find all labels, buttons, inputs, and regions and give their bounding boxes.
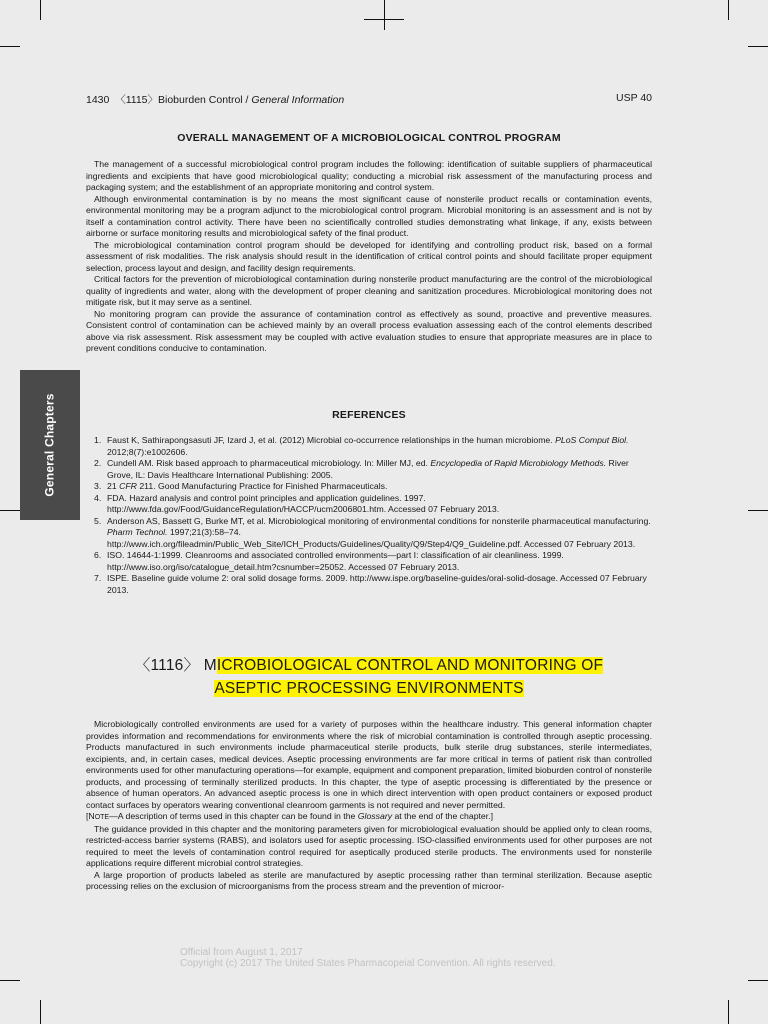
reference-item (86, 481, 652, 493)
reference-list (86, 435, 652, 596)
running-head-left (86, 92, 344, 107)
crop-mark (0, 980, 20, 981)
chapter-reference: 〈1115〉Bioburden Control (115, 94, 243, 106)
reference-item (86, 573, 652, 596)
reference-italic: Encyclopedia of Rapid Microbiology Methods. (430, 458, 607, 468)
paragraph: No monitoring program can provide the assurance of contamination control as effectively as sound, proactive and preventive measures. Consistent control of contamination can be achieved mainly by an overall process evaluation assessing each of the control elements described above via risk assessment. Risk assessment may be coupled with active evaluation studies to ensure that appropriate measures are in place to prevent conditions conducive to contamination. (86, 308, 652, 353)
chapter-body (86, 719, 652, 893)
chapter-title (86, 654, 652, 700)
highlighted-title-line: ASEPTIC PROCESSING ENVIRONMENTS (214, 680, 524, 697)
paragraph: Critical factors for the prevention of microbiological contamination during nonsterile product manufacturing are the control of the microbiological quality of ingredients and water, along with the development of proper cleaning and sanitization procedures. Microbiological monitoring does not mitigate risk, but it may serve as a sentinel. (86, 274, 652, 307)
note-glossary: Glossary (357, 811, 393, 821)
reference-text: Anderson AS, Bassett G, Burke MT, et al. Microbiological monitoring of environmental conditions for nonsterile pharmaceutical manufacturing. (107, 515, 651, 526)
reference-italic: CFR (119, 481, 137, 491)
reference-number: 1. (94, 435, 102, 445)
section-heading: OVERALL MANAGEMENT OF A MICROBIOLOGICAL CONTROL PROGRAM (177, 132, 561, 144)
reference-text: ISO. 14644-1:1999. Cleanrooms and associated controlled environments—part I: classification of air cleanliness. 1999. http://www.iso.org/iso/catalogue_detail.htm?csnumber=25052. Accessed 07 February 2013. (107, 550, 564, 572)
crop-mark (728, 1000, 729, 1024)
note-text: —A description of terms used in this chapter can be found in the (109, 811, 358, 821)
crop-mark (0, 510, 20, 511)
crop-mark (40, 0, 41, 20)
crop-mark (40, 1000, 41, 1024)
reference-item (86, 458, 652, 481)
reference-number: 3. (94, 481, 102, 491)
reference-text: 211. Good Manufacturing Practice for Finished Pharmaceuticals. (136, 481, 388, 491)
reference-text: 21 (107, 481, 120, 491)
reference-text: River Grove, IL: Davis Healthcare International Publishing: 2005. (107, 458, 629, 480)
reference-item (86, 516, 652, 551)
reference-text: Cundell AM. Risk based approach to pharmaceutical microbiology. In: Miller MJ, ed. (107, 458, 431, 468)
footer-official-date: Official from August 1, 2017 (180, 947, 303, 958)
section-name: General Information (251, 94, 345, 106)
footer-copyright: Copyright (c) 2017 The United States Pharmacopeial Convention. All rights reserved. (180, 958, 556, 969)
references-heading: REFERENCES (332, 409, 406, 421)
note-small-caps: OTE (94, 814, 110, 821)
footer-watermark (180, 947, 556, 969)
crop-mark (384, 0, 385, 30)
section-body (86, 159, 652, 355)
page-number: 1430 (86, 94, 110, 106)
reference-number: 6. (94, 550, 102, 560)
crop-mark (748, 510, 768, 511)
reference-item (86, 550, 652, 573)
note-close: at the end of the chapter.] (392, 811, 494, 821)
reference-text: ISPE. Baseline guide volume 2: oral solid dosage forms. 2009. http://www.ispe.org/baseline-guides/oral-solid-dosage. Accessed 07 February 2013. (107, 573, 647, 595)
crop-mark (748, 46, 768, 47)
reference-italic: PLoS Comput Biol. (555, 435, 629, 445)
paragraph: Although environmental contamination is by no means the most significant cause of nonsterile product recalls or contamination events, environmental monitoring may be a program adjunct to the microbiological control program. Microbial monitoring is an assessment and is not by itself a contamination control activity. There have been no scientifically controlled studies demonstrating what linkage, if any, exists between airborne or surface monitoring results and microbiological safety of the final product. (86, 193, 652, 238)
paragraph: A large proportion of products labeled as sterile are manufactured by aseptic processing rather than terminal sterilization. Because aseptic processing relies on the exclusion of microorganisms from the process stream and the prevention of microor- (86, 869, 652, 891)
paragraph: The guidance provided in this chapter and the monitoring parameters given for microbiological evaluation should be applied only to clean rooms, restricted-access barrier systems (RABS), and isolators used for aseptic processing. ISO-classified environments used for other purposes are not required to meet the levels of contamination control required for aseptically produced sterile products. The environments used for nonsterile applications require different microbial control strategies. (86, 823, 652, 868)
highlighted-title-line: ICROBIOLOGICAL CONTROL AND MONITORING OF (216, 657, 604, 674)
side-tab-label: General Chapters (43, 393, 57, 497)
crop-mark (728, 0, 729, 20)
reference-text: FDA. Hazard analysis and control point principles and application guidelines. 1997. http://www.fda.gov/Food/GuidanceRegulation/HACCP/ucm2006801.htm. Accessed 07 February 2013. (107, 492, 500, 514)
reference-text: 2012;8(7):e1002606. (107, 446, 188, 457)
note (86, 811, 652, 824)
reference-number: 5. (94, 515, 102, 526)
reference-italic: Pharm Technol. (107, 527, 168, 537)
header-separator: / (242, 94, 252, 106)
crop-mark (0, 46, 20, 47)
reference-text: Faust K, Sathirapongsasuti JF, Izard J, et al. (2012) Microbial co-occurrence relationships in the human microbiome. (107, 435, 556, 445)
paragraph: The management of a successful microbiological control program includes the following: identification of suitable suppliers of pharmaceutical ingredients and excipients that have good microbiological quality; conducting a microbial risk assessment of the manufacturing process and packaging system; and the establishment of an appropriate monitoring and control system. (86, 159, 652, 192)
chapter-number: 〈1116〉 M (134, 657, 217, 674)
reference-text: 1997;21(3):58–74. http://www.ich.org/fileadmin/Public_Web_Site/ICH_Products/Guidelines/Quality/Q9/Step4/Q9_Guideline.pdf. Accessed 07 February 2013. (107, 527, 636, 549)
reference-item (86, 493, 652, 516)
crop-mark (748, 980, 768, 981)
paragraph: Microbiologically controlled environments are used for a variety of purposes within the healthcare industry. This general information chapter provides information and recommendations for environments where the risk of microbial contamination is controlled through aseptic processing. Products manufactured in such environments include pharmaceutical sterile products, bulk sterile drug substances, sterile intermediates, excipients, and, in certain cases, medical devices. Aseptic processing environments are far more critical in terms of patient risk than controlled environments used for other manufacturing operations—for example, equipment and component preparation, limited bioburden control of nonsterile products, and processing of terminally sterilized products. In this chapter, the type of aseptic processing is differentiated by the presence or absence of human operators. An advanced aseptic process is one in which direct intervention with open product containers or exposed product contact surfaces by operators wearing conventional cleanroom garments is not required and never permitted. (86, 719, 652, 810)
note-open: [N (86, 811, 95, 821)
reference-item (86, 435, 652, 458)
reference-number: 7. (94, 573, 102, 583)
side-tab (20, 370, 80, 520)
reference-number: 2. (94, 458, 102, 468)
reference-number: 4. (94, 492, 102, 503)
edition-label: USP 40 (616, 92, 652, 104)
paragraph: The microbiological contamination control program should be developed for identifying and controlling product risk, based on a formal assessment of risk modalities. The risk analysis should result in the identification of critical control points and should facilitate proper equipment selection, process layout and design, and facility design requirements. (86, 239, 652, 273)
